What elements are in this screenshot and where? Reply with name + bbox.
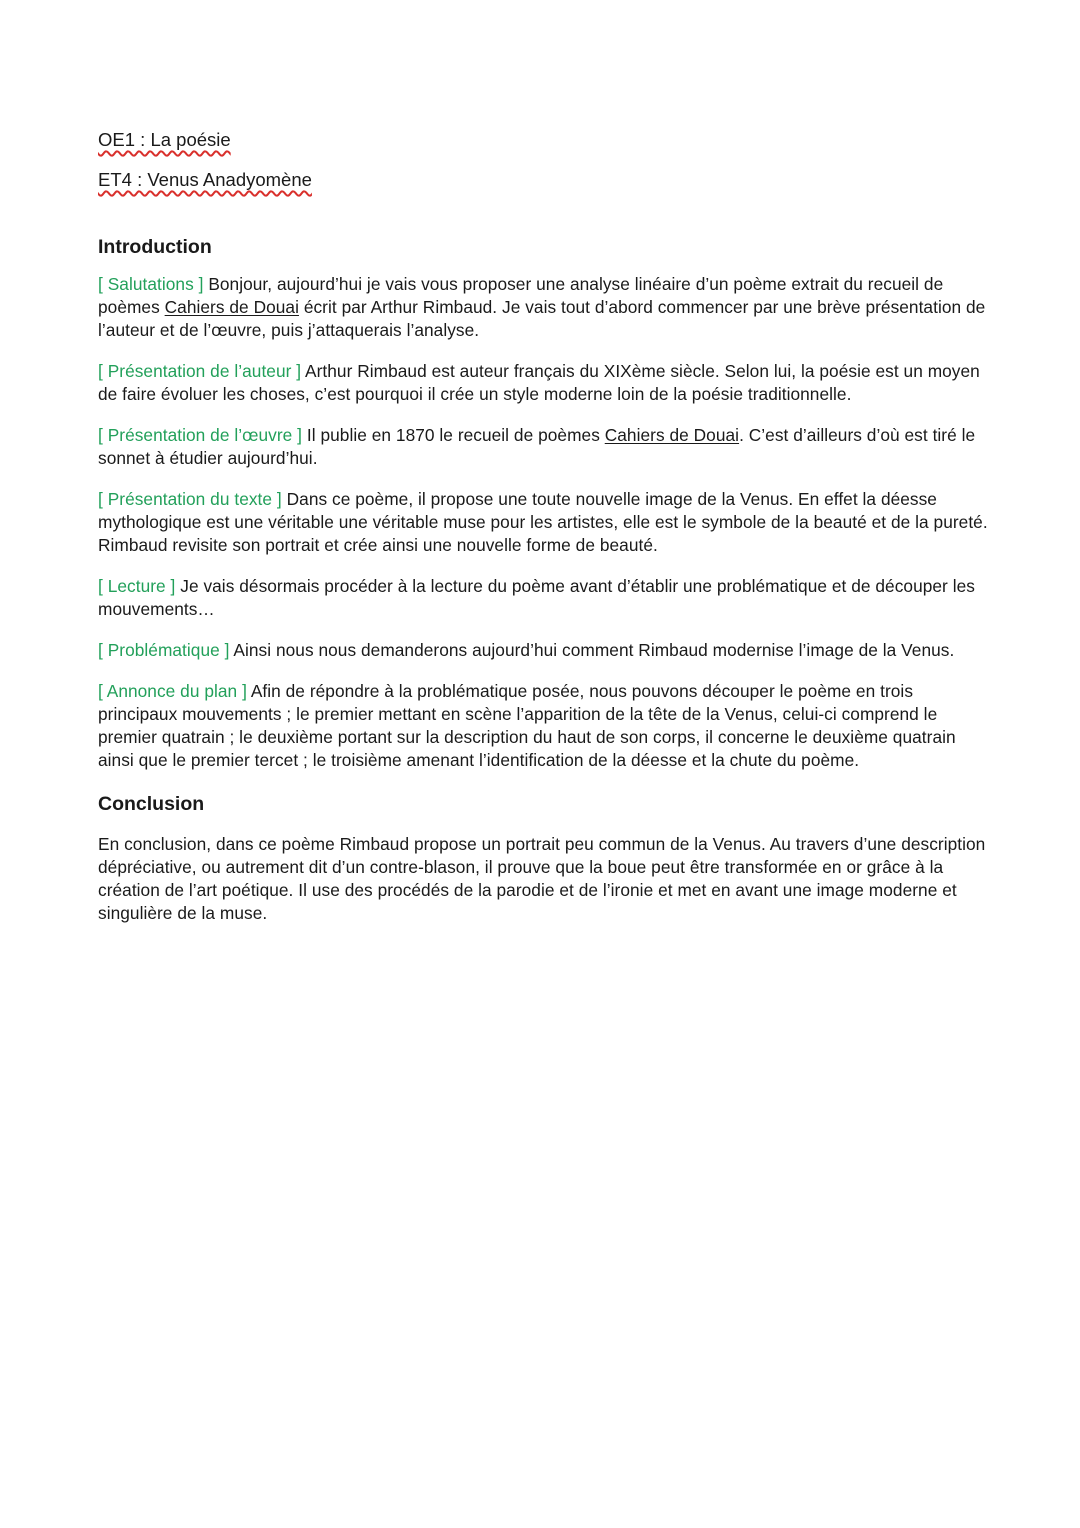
auteur-text: Arthur Rimbaud est auteur français du XIXème siècle. Selon lui, la poésie est un moyen de faire évoluer les choses, c’est pourquoi il crée un style moderne loin de la poésie traditionnelle. bbox=[98, 361, 980, 404]
problematique-paragraph bbox=[98, 639, 988, 662]
et-heading: ET4 : Venus Anadyomène bbox=[98, 169, 312, 190]
auteur-tag: [ Présentation de l’auteur ] bbox=[98, 361, 302, 381]
lecture-tag: [ Lecture ] bbox=[98, 576, 176, 596]
oeuvre-text-before: Il publie en 1870 le recueil de poèmes bbox=[302, 425, 605, 445]
texte-tag: [ Présentation du texte ] bbox=[98, 489, 282, 509]
et-heading-row bbox=[98, 168, 988, 208]
plan-paragraph bbox=[98, 680, 988, 772]
plan-tag: [ Annonce du plan ] bbox=[98, 681, 247, 701]
book-title: Cahiers de Douai bbox=[604, 425, 740, 445]
oe-heading: OE1 : La poésie bbox=[98, 129, 231, 150]
book-title: Cahiers de Douai bbox=[164, 297, 299, 317]
oeuvre-paragraph bbox=[98, 424, 988, 470]
conclusion-paragraph bbox=[98, 833, 988, 925]
salutations-text-before: Bonjour, aujourd’hui je vais vous proposer une analyse linéaire d’un poème extrait du recueil de poèmes bbox=[98, 274, 944, 317]
lecture-paragraph bbox=[98, 575, 988, 621]
salutations-tag: [ Salutations ] bbox=[98, 274, 204, 294]
conclusion-text: En conclusion, dans ce poème Rimbaud propose un portrait peu commun de la Venus. Au travers d’une description dépréciative, ou autrement dit d’un contre-blason, il prouve que la boue peut être transformée en or grâce à la création de l’art poétique. Il use des procédés de la parodie et de l’ironie et met en avant une image moderne et singulière de la muse. bbox=[98, 834, 986, 923]
introduction-title: Introduction bbox=[98, 236, 212, 258]
oeuvre-text-after: . C’est d’ailleurs d’où est tiré le sonnet à étudier aujourd’hui. bbox=[98, 425, 976, 468]
plan-text: Afin de répondre à la problématique posée, nous pouvons découper le poème en trois principaux mouvements ; le premier mettant en scène l’apparition de la tête de la Venus, celui-ci comprend le premier quatrain ; le deuxième portant sur la description du haut de son corps, il concerne le deuxième quatrain ainsi que le premier tercet ; le troisième amenant l’identification de la déesse et la chute du poème. bbox=[98, 681, 956, 770]
oe-heading-row bbox=[98, 128, 988, 168]
conclusion-title: Conclusion bbox=[98, 793, 205, 815]
salutations-text-after: écrit par Arthur Rimbaud. Je vais tout d’abord commencer par une brève présentation de l’auteur et de l’œuvre, puis j’attaquerais l’analyse. bbox=[98, 297, 986, 340]
document-page bbox=[98, 128, 988, 943]
oeuvre-tag: [ Présentation de l’œuvre ] bbox=[98, 425, 303, 445]
texte-text: Dans ce poème, il propose une toute nouvelle image de la Venus. En effet la déesse mythologique est une véritable une véritable muse pour les artistes, elle est le symbole de la beauté et de la pureté. Rimbaud revisite son portrait et crée ainsi une nouvelle forme de beauté. bbox=[98, 489, 988, 555]
texte-paragraph bbox=[98, 488, 988, 557]
problematique-text: Ainsi nous nous demanderons aujourd’hui comment Rimbaud modernise l’image de la Venus. bbox=[229, 640, 955, 660]
auteur-paragraph bbox=[98, 360, 988, 406]
problematique-tag: [ Problématique ] bbox=[98, 640, 230, 660]
salutations-paragraph bbox=[98, 273, 988, 342]
lecture-text: Je vais désormais procéder à la lecture du poème avant d’établir une problématique et de découper les mouvements… bbox=[98, 576, 975, 619]
